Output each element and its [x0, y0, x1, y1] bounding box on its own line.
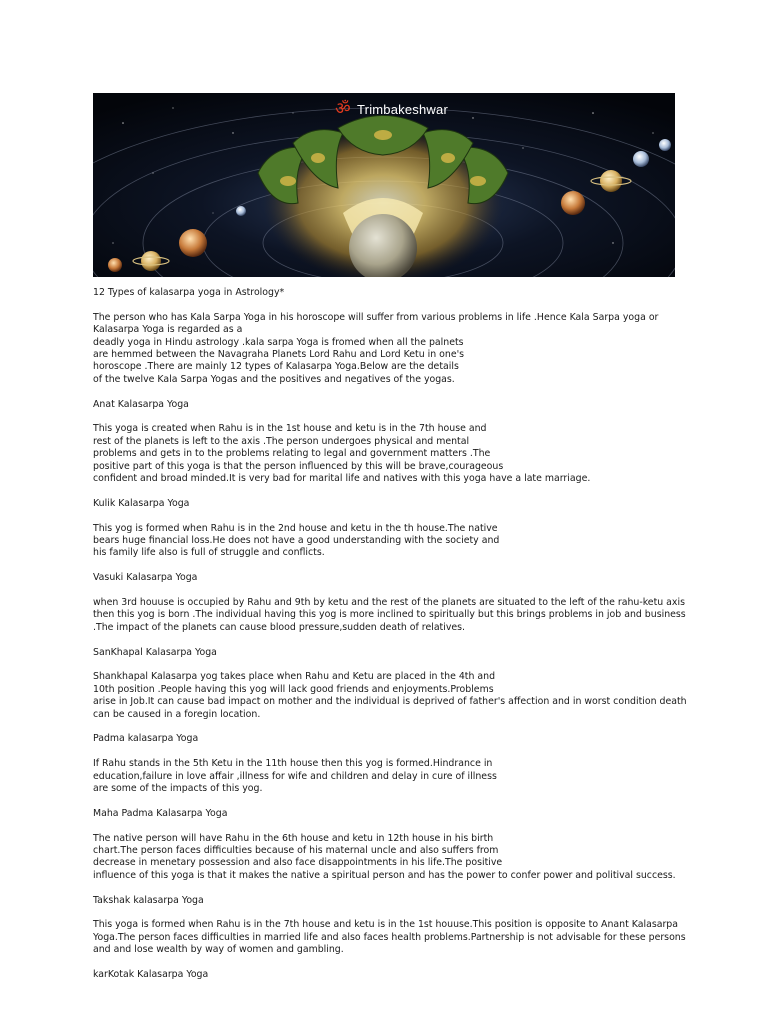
- text-line: education,failure in love affair ,illness for wife and children and delay in cure of illness: [93, 770, 497, 782]
- text-line: Yoga.The person faces difficulties in married life and also faces health problems.Partnership is not advisable for these persons: [93, 931, 686, 943]
- text-line: when 3rd houuse is occupied by Rahu and 9th by ketu and the rest of the planets are situated to the left of the rahu-ketu axis: [93, 597, 685, 609]
- text-line: This yoga is created when Rahu is in the 1st house and ketu is in the 7th house and: [93, 423, 487, 435]
- text-line: The native person will have Rahu in the 6th house and ketu in 12th house in his birth: [93, 832, 494, 844]
- text-line: his family life also is full of struggle and conflicts.: [93, 547, 325, 559]
- section-title: Vasuki Kalasarpa Yoga: [93, 572, 198, 584]
- text-line: The person who has Kala Sarpa Yoga in his horoscope will suffer from various problems in life .Hence Kala Sarpa yoga or: [93, 311, 659, 323]
- text-line: .The impact of the planets can cause blood pressure,sudden death of relatives.: [93, 621, 466, 633]
- text-line: rest of the planets is left to the axis .The person undergoes physical and mental: [93, 435, 470, 447]
- text-line: then this yog is born .The individual having this yog is more inclined to spiritually but this brings problems in job and business: [93, 609, 686, 621]
- text-line: arise in Job.It can cause bad impact on mother and the individual is deprived of father's affection and in worst condition death: [93, 696, 687, 708]
- text-line: positive part of this yoga is that the person influenced by this will be brave,courageous: [93, 460, 504, 472]
- section-title: Takshak kalasarpa Yoga: [93, 894, 204, 906]
- banner-image: [93, 93, 675, 277]
- text-line: deadly yoga in Hindu astrology .kala sarpa Yoga is fromed when all the palnets: [93, 336, 464, 348]
- text-line: 10th position .People having this yog will lack good friends and enjoyments.Problems: [93, 683, 494, 695]
- text-line: of the twelve Kala Sarpa Yogas and the positives and negatives of the yogas.: [93, 373, 455, 385]
- text-line: decrease in menetary possession and also face disappointments in his life.The positive: [93, 857, 503, 869]
- article-heading: 12 Types of kalasarpa yoga in Astrology*: [93, 287, 285, 298]
- section-title: Anat Kalasarpa Yoga: [93, 398, 189, 410]
- section-paragraph: [93, 758, 683, 795]
- section-paragraph: [93, 671, 687, 721]
- section-paragraph: [93, 423, 683, 485]
- text-line: This yoga is formed when Rahu is in the 7th house and ketu is in the 1st houuse.This position is opposite to Anant Kalasarpa: [93, 919, 679, 931]
- text-line: Shankhapal Kalasarpa yog takes place when Rahu and Ketu are placed in the 4th and: [93, 671, 496, 683]
- logo-text: Trimbakeshwar: [357, 101, 448, 117]
- text-line: influence of this yoga is that it makes the native a spiritual person and has the power to confer power and politival success.: [93, 869, 676, 881]
- text-line: problems and gets in to the problems relating to legal and government matters .The: [93, 448, 491, 460]
- om-icon: ॐ: [335, 99, 351, 119]
- text-line: can be caused in a foregin location.: [93, 708, 261, 720]
- text-line: bears huge financial loss.He does not have a good understanding with the society and: [93, 535, 500, 547]
- text-line: are some of the impacts of this yog.: [93, 783, 263, 795]
- intro-paragraph: [93, 312, 683, 386]
- article-body: [93, 287, 687, 994]
- section-paragraph: [93, 597, 686, 634]
- text-line: If Rahu stands in the 5th Ketu in the 11th house then this yog is formed.Hindrance in: [93, 758, 493, 770]
- text-line: and and lose wealth by way of women and gambling.: [93, 944, 344, 956]
- section-title: karKotak Kalasarpa Yoga: [93, 969, 209, 981]
- section-title: SanKhapal Kalasarpa Yoga: [93, 646, 217, 658]
- text-line: Kalasarpa Yoga is regarded as a: [93, 324, 243, 336]
- text-line: confident and broad minded.It is very bad for marital life and natives with this yoga have a late marriage.: [93, 473, 591, 485]
- text-line: This yog is formed when Rahu is in the 2nd house and ketu in the th house.The native: [93, 522, 498, 534]
- text-line: are hemmed between the Navagraha Planets Lord Rahu and Lord Ketu in one's: [93, 349, 465, 361]
- site-logo[interactable]: [333, 99, 448, 119]
- section-paragraph: [93, 833, 683, 883]
- cosmic-serpent-illustration: [93, 93, 675, 277]
- text-line: chart.The person faces difficulties because of his maternal uncle and also suffers from: [93, 845, 499, 857]
- section-paragraph: [93, 919, 686, 956]
- section-title: Padma kalasarpa Yoga: [93, 733, 199, 745]
- section-paragraph: [93, 523, 683, 560]
- text-line: horoscope .There are mainly 12 types of Kalasarpa Yoga.Below are the details: [93, 361, 459, 373]
- section-title: Maha Padma Kalasarpa Yoga: [93, 807, 228, 819]
- section-title: Kulik Kalasarpa Yoga: [93, 497, 190, 509]
